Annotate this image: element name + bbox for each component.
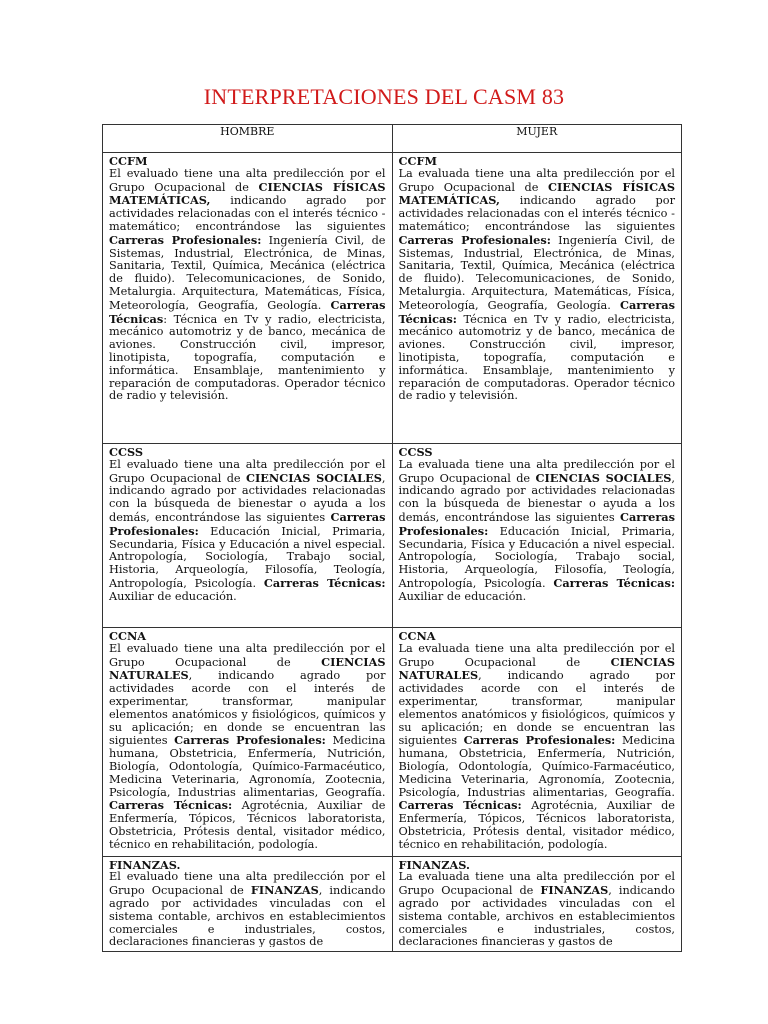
professional-careers-label: Carreras Profesionales:: [109, 509, 386, 538]
group-name: FINANZAS: [250, 883, 319, 898]
technical-careers-label: Carreras Técnicas: [109, 297, 386, 326]
header-female: MUJER: [392, 125, 682, 153]
cell-text: indicando agrado por actividades relacionadas con el interés técnico - matemático; encontrándose las siguientes: [109, 194, 386, 233]
area-code: CCNA: [398, 629, 436, 643]
cell-text: , indicando agrado por actividades vinculadas con el sistema contable, archivos en establecimientos comerciales e industriales, costos, declaraciones financieras y gastos de: [398, 884, 675, 947]
cell-text: , indicando agrado por actividades acorde con el interés de experimentar, transformar, manipular elementos anatómicos y fisiológicos, químicos y su aplicación; en donde se encuentran las siguientes: [109, 669, 386, 748]
cell-text: Medicina humana, Obstetricia, Enfermería, Nutrición, Biología, Odontología, Químico-Farmacéutico, Medicina Veterinaria, Agronomía, Zootecnia, Psicología, Industrias alimentarias, Geografía.: [109, 734, 386, 799]
cell-female-finanzas: [392, 856, 682, 951]
group-name: CIENCIAS NATURALES: [109, 654, 386, 683]
cell-text: indicando agrado por actividades relacionadas con el interés técnico - matemático; encontrándose las siguientes: [398, 194, 675, 233]
table-row-finanzas: [103, 856, 682, 951]
area-code: FINANZAS.: [109, 858, 181, 872]
cell-text: Técnica en Tv y radio, electricista, mecánico automotriz y de banco, mecánica de aviones. Construcción civil, impresor, linotipista, topografía, computación e informática. Ensamblaje, mantenimiento y reparación de computadoras. Operador técnico de radio y televisión.: [398, 312, 675, 403]
cell-text: , indicando agrado por actividades relacionadas con la búsqueda de bienestar o ayuda a los demás, encontrándose las siguientes: [398, 471, 675, 524]
table-row-ccna: [103, 628, 682, 857]
professional-careers-label: Carreras Profesionales:: [398, 232, 551, 247]
group-name: CIENCIAS FÍSICAS MATEMÁTICAS,: [398, 179, 675, 208]
technical-careers-label: Carreras Técnicas:: [263, 575, 386, 590]
table-row-ccss: [103, 444, 682, 628]
cell-text: La evaluada tiene una alta predilección por el Grupo Ocupacional de: [398, 457, 675, 485]
cell-text: Ingeniería Civil, de Sistemas, Industrial, Electrónica, de Minas, Sanitaria, Textil, Química, Mecánica (eléctrica de fluido). Telecomunicaciones, de Sonido, Metalurgia. Arquitectura, Matemáticas, Física, Meteorología, Geografía, Geología.: [109, 233, 386, 312]
cell-text: Educación Inicial, Primaria, Secundaria, Física y Educación a nivel especial. Antropología, Sociología, Trabajo social, Historia, Arqueología, Filosofía, Teología, Antropología, Psicología.: [398, 524, 675, 590]
group-name: FINANZAS: [540, 883, 609, 898]
cell-text: Medicina humana, Obstetricia, Enfermería, Nutrición, Biología, Odontología, Químico-Farmacéutico, Medicina Veterinaria, Agronomía, Zootecnia, Psicología, Industrias alimentarias, Geografía.: [398, 734, 676, 799]
professional-careers-label: Carreras Profesionales:: [398, 509, 675, 538]
cell-text: Auxiliar de educación.: [398, 589, 527, 603]
cell-text: El evaluado tiene una alta predilección por el Grupo Ocupacional de: [109, 870, 386, 898]
header-row: [103, 125, 682, 153]
area-code: CCFM: [398, 154, 438, 168]
cell-text: : Técnica en Tv y radio, electricista, mecánico automotriz y de banco, mecánica de aviones. Construcción civil, impresor, linotipista, topografía, computación e informática. Ensamblaje, mantenimiento y reparación de computadoras. Operador técnico de radio y televisión.: [109, 312, 386, 403]
cell-text: , indicando agrado por actividades vinculadas con el sistema contable, archivos en establecimientos comerciales e industriales, costos, declaraciones financieras y gastos de: [109, 884, 386, 947]
cell-text: Agrotécnia, Auxiliar de Enfermería, Tópicos, Técnicos laboratorista, Obstetricia, Prótesis dental, visitador médico, técnico en rehabilitación, podología.: [398, 799, 675, 851]
casm-interpretation-table: [102, 124, 682, 952]
technical-careers-label: Carreras Técnicas:: [553, 575, 675, 590]
technical-careers-label: Carreras Técnicas:: [109, 798, 233, 813]
cell-text: , indicando agrado por actividades acorde con el interés de experimentar, transformar, manipular elementos anatómicos y fisiológicos, químicos y su aplicación; en donde se encuentran las siguientes: [398, 669, 675, 748]
cell-text: La evaluada tiene una alta predilección por el Grupo Ocupacional de: [398, 166, 675, 194]
cell-text: El evaluado tiene una alta predilección por el Grupo Ocupacional de: [109, 166, 386, 194]
cell-text: El evaluado tiene una alta predilección por el Grupo Ocupacional de: [109, 457, 386, 485]
group-name: CIENCIAS FÍSICAS MATEMÁTICAS,: [109, 179, 386, 208]
cell-text: El evaluado tiene una alta predilección por el Grupo Ocupacional de: [109, 641, 386, 669]
professional-careers-label: Carreras Profesionales:: [109, 232, 262, 247]
cell-text: Auxiliar de educación.: [109, 589, 237, 603]
cell-text: Ingeniería Civil, de Sistemas, Industrial, Electrónica, de Minas, Sanitaria, Textil, Química, Mecánica (eléctrica de fluido). Telecomunicaciones, de Sonido, Metalurgia. Arquitectura, Matemáticas, Física, Meteorología, Geografía, Geología.: [398, 233, 675, 312]
group-name: CIENCIAS SOCIALES: [246, 470, 382, 485]
group-name: CIENCIAS SOCIALES: [535, 470, 672, 485]
cell-female-ccfm: [392, 153, 682, 444]
group-name: CIENCIAS NATURALES: [398, 654, 675, 683]
professional-careers-label: Carreras Profesionales:: [174, 733, 326, 748]
cell-male-finanzas: [103, 856, 393, 951]
technical-careers-label: Carreras Técnicas:: [398, 297, 675, 326]
cell-text: , indicando agrado por actividades relacionadas con la búsqueda de bienestar o ayuda a los demás, encontrándose las siguientes: [109, 471, 386, 524]
page-title: INTERPRETACIONES DEL CASM 83: [203, 84, 565, 109]
header-male: HOMBRE: [103, 125, 393, 153]
professional-careers-label: Carreras Profesionales:: [463, 733, 616, 748]
area-code: CCFM: [109, 154, 148, 168]
cell-male-ccna: [103, 628, 393, 857]
technical-careers-label: Carreras Técnicas:: [398, 798, 522, 813]
cell-text: La evaluada tiene una alta predilección por el Grupo Ocupacional de: [398, 641, 675, 669]
cell-female-ccna: [392, 628, 682, 857]
table-row-ccfm: [103, 153, 682, 444]
cell-male-ccss: [103, 444, 393, 628]
area-code: CCNA: [109, 629, 147, 643]
cell-text: Educación Inicial, Primaria, Secundaria, Física y Educación a nivel especial. Antropología, Sociología, Trabajo social, Historia, Arqueología, Filosofía, Teología, Antropología, Psicología.: [109, 524, 386, 590]
cell-text: Agrotécnia, Auxiliar de Enfermería, Tópicos, Técnicos laboratorista, Obstetricia, Prótesis dental, visitador médico, técnico en rehabilitación, podología.: [109, 799, 386, 851]
cell-text: La evaluada tiene una alta predilección por el Grupo Ocupacional de: [398, 870, 675, 898]
cell-male-ccfm: [103, 153, 393, 444]
cell-female-ccss: [392, 444, 682, 628]
area-code: CCSS: [398, 445, 433, 459]
area-code: FINANZAS.: [398, 858, 470, 872]
area-code: CCSS: [109, 445, 144, 459]
